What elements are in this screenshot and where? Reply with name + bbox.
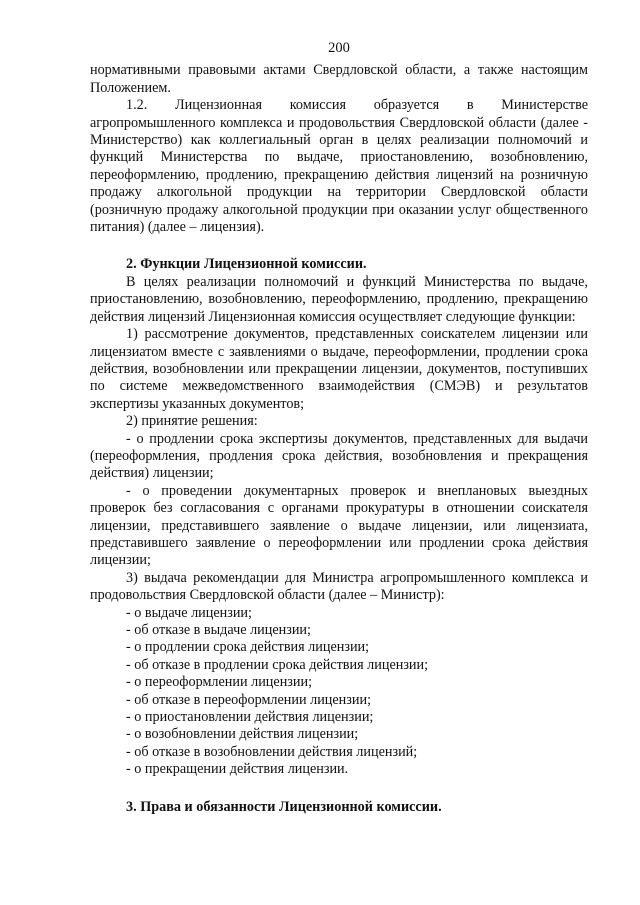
section-2-intro: В целях реализации полномочий и функций Министерства по выдаче, приостановлению, возобновлению, переоформлению, продлению, прекращению действия лицензий Лицензионная комиссия осуществляет следующие функции: bbox=[90, 273, 588, 325]
list-item: - о прекращении действия лицензии. bbox=[126, 761, 349, 778]
function-item-2-b: - о проведении документарных проверок и внеплановых выездных проверок без согласования с органами прокуратуры в отношении соискателя лицензии, представившего заявление о выдаче лицензии, или лицензиата, представившего заявление о переоформлении или продлении срока действия лицензии; bbox=[90, 482, 588, 569]
section-2-heading: 2. Функции Лицензионной комиссии. bbox=[126, 256, 367, 273]
list-item: - о приостановлении действия лицензии; bbox=[126, 709, 374, 726]
clause-1-2-paragraph: 1.2. Лицензионная комиссия образуется в Министерстве агропромышленного комплекса и продовольствия Свердловской области (далее - Министерство) как коллегиальный орган в целях реализации полномочий и функций Министерства по выдаче, приостановлению, возобновлению, переоформлению, продлению, прекращению действия лицензий на розничную продажу алкогольной продукции на территории Свердловской области (розничную продажу алкогольной продукции при оказании услуг общественного питания) (далее – лицензия). bbox=[90, 97, 588, 236]
recommendation-list bbox=[90, 605, 588, 779]
list-item: - об отказе в возобновлении действия лицензий; bbox=[126, 743, 418, 760]
list-item: - об отказе в выдаче лицензии; bbox=[126, 622, 311, 638]
page-number: 200 bbox=[328, 40, 350, 56]
list-item: - об отказе в продлении срока действия лицензии; bbox=[126, 656, 429, 673]
function-item-3: 3) выдача рекомендации для Министра агропромышленного комплекса и продовольствия Свердловской области (далее – Министр): bbox=[90, 569, 588, 604]
list-item: - об отказе в переоформлении лицензии; bbox=[126, 691, 372, 708]
list-item: - о переоформлении лицензии; bbox=[126, 674, 313, 691]
document-page bbox=[90, 40, 588, 816]
intro-paragraph: нормативными правовыми актами Свердловской области, а также настоящим Положением. bbox=[90, 62, 588, 96]
list-item: - о выдаче лицензии; bbox=[126, 604, 252, 621]
list-item: - о возобновлении действия лицензии; bbox=[126, 726, 359, 743]
function-item-1: 1) рассмотрение документов, представленных соискателем лицензии или лицензиатом вместе с заявлениями о выдаче, переоформлении, продлении срока действия, возобновлении или прекращении лицензии, документов, поступивших по системе межведомственного взаимодействия (СМЭВ) и результатов экспертизы указанных документов; bbox=[90, 326, 588, 412]
function-item-2: 2) принятие решения: bbox=[126, 413, 258, 430]
function-item-2-a: - о продлении срока экспертизы документов, представленных для выдачи (переоформления, продления срока действия, возобновления и прекращения действия) лицензии; bbox=[90, 430, 588, 482]
section-3-heading: 3. Права и обязанности Лицензионной комиссии. bbox=[126, 798, 442, 815]
list-item: - о продлении срока действия лицензии; bbox=[126, 639, 370, 656]
